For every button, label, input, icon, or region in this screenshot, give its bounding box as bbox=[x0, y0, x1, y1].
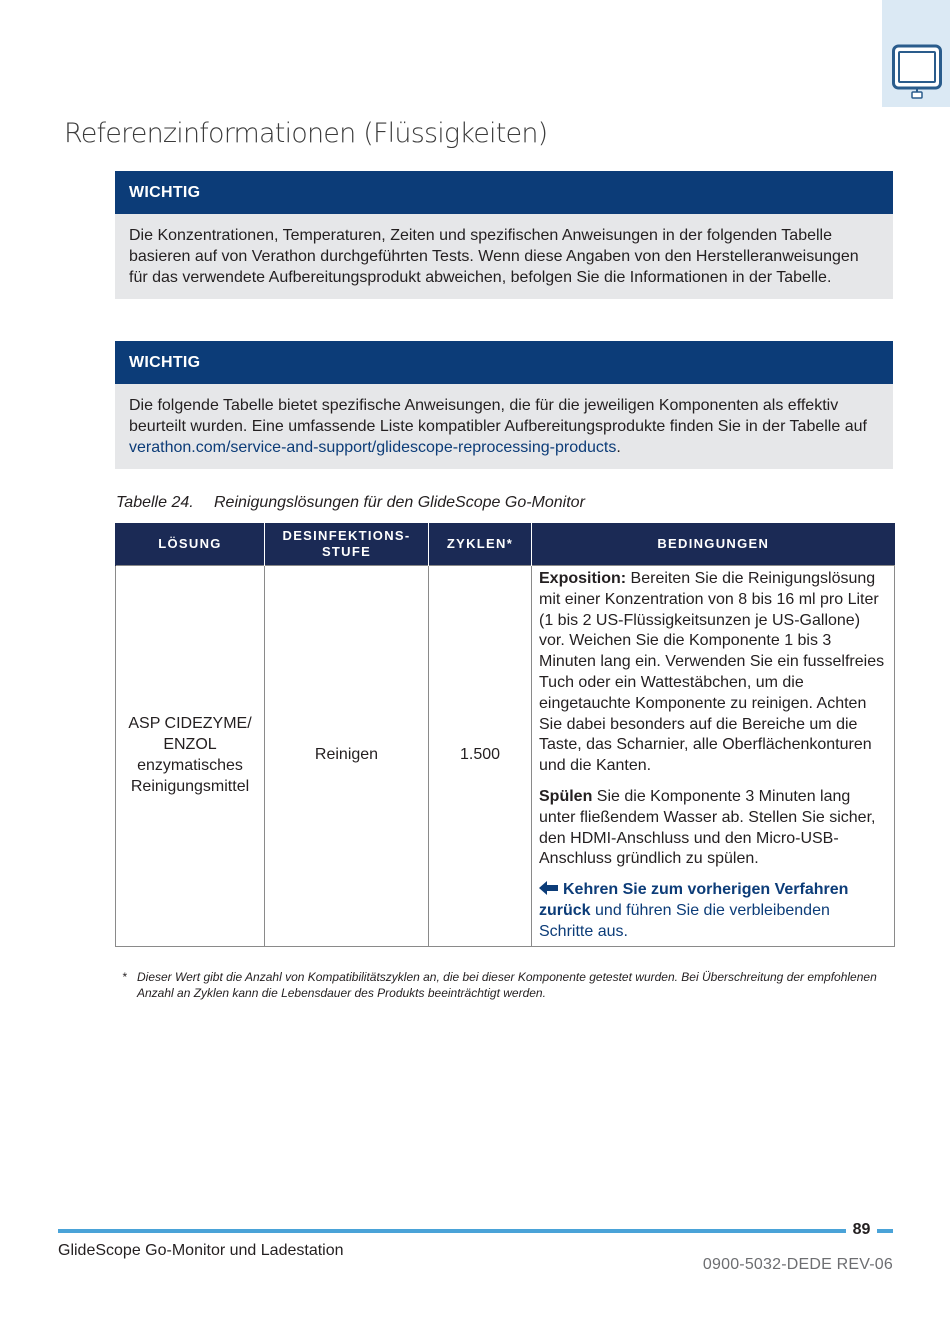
footnote-text: Dieser Wert gibt die Anzahl von Kompatibilitätszyklen an, die bei dieser Komponente getestet wurden. Bei Überschreitung der empfohlenen Anzahl an Zyklen kann die Lebensdauer des Produkts beeinträchtigt werden. bbox=[137, 970, 877, 1000]
header-conditions: BEDINGUNGEN bbox=[532, 523, 895, 566]
page-number: 89 bbox=[852, 1221, 871, 1238]
table-footnote bbox=[122, 969, 882, 1001]
important-notice-1 bbox=[115, 171, 893, 299]
notice-body bbox=[115, 384, 893, 469]
return-link[interactable]: Kehren Sie zum vorherigen Verfahren zurück bbox=[539, 881, 849, 919]
cleaning-solutions-table bbox=[115, 523, 895, 947]
table-row bbox=[116, 566, 895, 947]
exposure-paragraph: Exposition: Bereiten Sie die Reinigungslösung mit einer Konzentration von 8 bis 16 ml pro Liter (1 bis 2 US-Flüssigkeitsunzen je US-Gallone) vor. Weichen Sie die Komponente 1 bis 3 Minuten lang ein. Verwenden Sie ein fusselfreies Tuch oder ein Wattestäbchen, um die eingetauchte Komponente zu reinigen. Achten Sie dabei besonders auf die Bereiche um die Taste, das Scharnier, alle Oberflächenkonturen und die Kanten. bbox=[539, 570, 885, 775]
section-tab bbox=[882, 0, 950, 107]
table-caption bbox=[116, 494, 585, 512]
notice-text-end: . bbox=[616, 438, 621, 456]
footer-document-number: 0900-5032-DEDE REV-06 bbox=[702, 1256, 893, 1273]
cell-cycles: 1.500 bbox=[429, 566, 532, 947]
notice-heading: WICHTIG bbox=[115, 341, 893, 384]
table-header-row bbox=[116, 523, 895, 566]
header-cycles: ZYKLEN* bbox=[429, 523, 532, 566]
cell-solution: ASP CIDEZYME/ ENZOL enzymatisches Reinigungsmittel bbox=[116, 566, 265, 947]
arrow-left-icon bbox=[539, 881, 559, 895]
important-notice-2 bbox=[115, 341, 893, 469]
footer-product-name: GlideScope Go-Monitor und Ladestation bbox=[58, 1242, 344, 1259]
footnote-marker: * bbox=[122, 970, 127, 984]
table-title: Reinigungslösungen für den GlideScope Go-Monitor bbox=[214, 494, 585, 511]
header-solution: LÖSUNG bbox=[116, 523, 265, 566]
cell-conditions bbox=[532, 566, 895, 947]
notice-heading: WICHTIG bbox=[115, 171, 893, 214]
footer-rule bbox=[58, 1229, 846, 1233]
table-number: Tabelle 24. bbox=[116, 494, 194, 511]
rinse-paragraph: Spülen Sie die Komponente 3 Minuten lang unter fließendem Wasser ab. Stellen Sie sicher, den HDMI-Anschluss und den Micro-USB-Anschluss gründlich zu spülen. bbox=[539, 787, 876, 868]
header-disinfection-level: DESINFEKTIONS- STUFE bbox=[265, 523, 429, 566]
monitor-icon bbox=[892, 44, 942, 102]
notice-body: Die Konzentrationen, Temperaturen, Zeiten und spezifischen Anweisungen in der folgenden Tabelle basieren auf von Verathon durchgeführten Tests. Wenn diese Angaben von den Herstelleranweisungen für das verwendete Aufbereitungsprodukt abweichen, befolgen Sie die Informationen in der Tabelle. bbox=[115, 214, 893, 299]
exposure-label: Exposition: bbox=[539, 570, 627, 587]
return-paragraph: Kehren Sie zum vorherigen Verfahren zurück und führen Sie die verbleibenden Schritte aus. bbox=[539, 881, 849, 940]
reprocessing-products-link[interactable]: verathon.com/service-and-support/glidescope-reprocessing-products bbox=[129, 438, 617, 456]
page-title: Referenzinformationen (Flüssigkeiten) bbox=[64, 118, 548, 149]
rinse-label: Spülen bbox=[539, 787, 593, 805]
cell-disinfection-level: Reinigen bbox=[265, 566, 429, 947]
notice-text: Die folgende Tabelle bietet spezifische Anweisungen, die für die jeweiligen Komponenten als effektiv beurteilt wurden. Eine umfassende Liste kompatibler Aufbereitungsprodukte finden Sie in der Tabelle auf bbox=[129, 397, 867, 435]
footer-rule-end bbox=[877, 1229, 893, 1233]
